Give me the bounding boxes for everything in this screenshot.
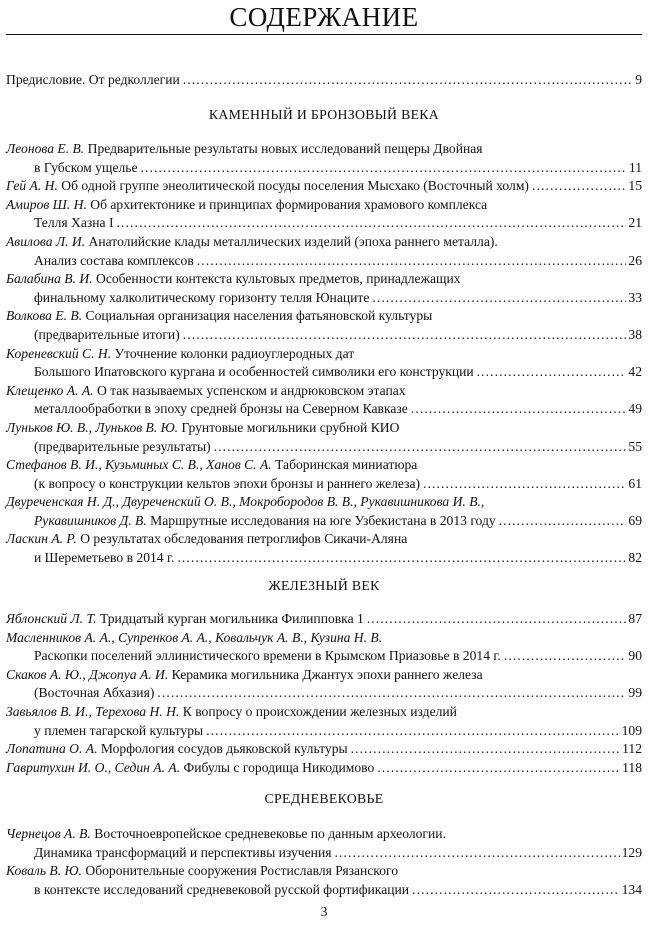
toc-entry-continuation[interactable]	[6, 400, 642, 419]
entry-authors: Клещенко А. А.	[6, 382, 94, 398]
entry-page: 87	[628, 611, 642, 626]
entry-page: 82	[628, 550, 642, 566]
entry-page: 42	[628, 364, 642, 380]
section-iron	[6, 610, 642, 777]
entry-authors: Стефанов В. И., Кузьминых С. В., Ханов С. А.	[6, 457, 272, 473]
toc-entry-continuation[interactable]	[6, 289, 642, 308]
toc-entry-continuation[interactable]	[6, 252, 642, 271]
toc-entry-continuation[interactable]	[6, 722, 642, 741]
toc-entry[interactable]	[6, 419, 642, 438]
section-medieval	[6, 825, 642, 899]
entry-title-continued: Анализ состава комплексов	[34, 252, 194, 268]
toc-entry[interactable]	[6, 629, 642, 648]
toc-entry-continuation[interactable]	[6, 647, 642, 666]
dot-leader	[183, 71, 633, 90]
entry-title: О результатах обследования петроглифов Сикачи-Аляна	[80, 531, 408, 547]
entry-page: 33	[628, 289, 642, 305]
page-number: 3	[320, 904, 328, 919]
entry-authors: Амиров Ш. Н.	[6, 196, 87, 212]
entry-title-continued: (к вопросу о конструкции кельтов эпохи бронзы и раннего железа)	[34, 475, 421, 491]
entry-title: Маршрутные исследования на юге Узбекистана в 2013 году	[150, 512, 496, 528]
entry-page: 61	[628, 475, 642, 491]
entry-title: О так называемых успенском и андрюковском этапах	[96, 382, 406, 398]
dot-leader	[157, 684, 626, 703]
dot-leader	[177, 549, 626, 568]
entry-page: 69	[628, 512, 642, 528]
entry-title: К вопросу о происхождении железных изделий	[182, 703, 457, 719]
entry-title-continued: Большого Ипатовского кургана и особенностей символики его конструкции	[34, 364, 474, 380]
section-heading-medieval: СРЕДНЕВЕКОВЬЕ	[264, 791, 384, 806]
toc-entry[interactable]	[6, 740, 642, 759]
entry-authors: Ласкин А. Р.	[6, 531, 77, 547]
entry-page: 118	[622, 759, 642, 775]
entry-page: 26	[628, 252, 642, 268]
entry-title-continued: в Губском ущелье	[34, 159, 138, 175]
toc-entry[interactable]	[6, 177, 642, 196]
dot-leader	[477, 363, 627, 382]
section-stone-bronze	[6, 140, 642, 568]
entry-title-continued: (предварительные итоги)	[34, 326, 180, 342]
toc-entry[interactable]	[6, 493, 642, 512]
entry-title: Фибулы с городища Никодимово	[183, 759, 375, 775]
entry-authors: Завьялов В. И., Терехова Н. Н.	[6, 703, 180, 719]
toc-entry[interactable]	[6, 825, 642, 844]
entry-title-continued: финальному халколитическому горизонту телля Юнаците	[34, 289, 370, 305]
entry-page: 38	[628, 326, 642, 342]
entry-title: Оборонительные сооружения Ростиславля Рязанского	[85, 863, 399, 879]
dot-leader	[206, 722, 619, 741]
preface-block	[6, 71, 642, 90]
entry-authors: Двуреченская Н. Д., Двуреченский О. В., Мокробородов В. В., Рукавишникова И. В.,	[6, 494, 485, 510]
entry-authors: Волкова Е. В.	[6, 308, 83, 324]
section-heading-stone-bronze: КАМЕННЫЙ И БРОНЗОВЫЙ ВЕКА	[208, 107, 440, 122]
entry-title-continued: (Восточная Абхазия)	[34, 685, 155, 701]
entry-title-continued: металлообработки в эпоху средней бронзы на Северном Кавказе	[34, 401, 408, 417]
entry-title: Керамика могильника Джантух эпохи раннего железа	[171, 666, 483, 682]
toc-entry[interactable]	[6, 270, 642, 289]
entry-title-continued: в контексте исследований средневековой русской фортификации	[34, 881, 410, 897]
entry-title: Анатолийские клады металлических изделий (эпоха раннего металла).	[88, 233, 498, 249]
toc-entry-continuation[interactable]	[6, 549, 642, 568]
toc-entry-continuation[interactable]	[6, 438, 642, 457]
entry-page: 129	[621, 844, 642, 860]
entry-authors: Авилова Л. И.	[6, 233, 86, 249]
entry-authors: Коваль В. Ю.	[6, 863, 82, 879]
dot-leader	[351, 740, 620, 759]
dot-leader	[117, 214, 627, 233]
entry-page: 15	[628, 178, 642, 194]
toc-entry[interactable]	[6, 530, 642, 549]
entry-page: 99	[628, 685, 642, 701]
entry-page: 49	[628, 401, 642, 417]
dot-leader	[532, 177, 626, 196]
entry-page: 134	[621, 881, 642, 897]
title-rule	[6, 34, 642, 35]
dot-leader	[334, 844, 619, 863]
toc-entry[interactable]	[6, 345, 642, 364]
entry-title: Об архитектонике и принципах формирования храмового комплекса	[90, 196, 488, 212]
toc-entry-continuation[interactable]	[6, 214, 642, 233]
dot-leader	[214, 438, 627, 457]
entry-page: 112	[622, 741, 642, 757]
toc-entry-continuation[interactable]	[6, 326, 642, 345]
toc-entry-preface[interactable]	[6, 71, 642, 90]
page-title: СОДЕРЖАНИЕ	[229, 2, 419, 32]
entry-title: Предварительные результаты новых исследований пещеры Двойная	[87, 141, 483, 156]
entry-title: Грунтовые могильники срубной КИО	[181, 419, 400, 435]
entry-title: Социальная организация населения фатьяновской культуры	[85, 308, 433, 324]
entry-authors: Леонова Е. В.	[6, 141, 85, 156]
toc-entry[interactable]	[6, 610, 642, 629]
entry-title-continued: и Шереметьево в 2014 г.	[34, 550, 175, 566]
entry-title: Об одной группе энеолитической посуды поселения Мысхако (Восточный холм)	[61, 178, 529, 194]
toc-entry-continuation[interactable]	[6, 363, 642, 382]
dot-leader	[197, 252, 627, 271]
toc-entry[interactable]	[6, 140, 642, 159]
entry-page: 109	[621, 722, 642, 738]
dot-leader	[423, 475, 626, 494]
entry-title-continued: Раскопки поселений эллинистического времени в Крымском Приазовье в 2014 г.	[34, 648, 501, 664]
dot-leader	[141, 159, 627, 178]
entry-title: Особенности контекста культовых предметов, принадлежащих	[96, 271, 461, 287]
toc-entry-continuation[interactable]	[6, 512, 642, 531]
toc-entry[interactable]	[6, 862, 642, 881]
toc-entry-continuation[interactable]	[6, 844, 642, 863]
entry-title: Морфология сосудов дьяковской культуры	[100, 741, 348, 757]
entry-title: Уточнение колонки радиоуглеродных дат	[114, 345, 355, 361]
toc-entry[interactable]	[6, 456, 642, 475]
entry-authors: Балабина В. И.	[6, 271, 93, 287]
dot-leader	[504, 647, 627, 666]
dot-leader	[377, 759, 620, 778]
section-heading-iron: ЖЕЛЕЗНЫЙ ВЕК	[268, 578, 380, 593]
entry-page: 11	[628, 159, 642, 175]
entry-page: 21	[628, 215, 642, 231]
entry-page: 9	[635, 72, 642, 87]
entry-title: Предисловие. От редколлегии	[6, 72, 180, 87]
dot-leader	[411, 400, 627, 419]
entry-authors: Чернецов А. В.	[6, 826, 91, 841]
entry-page: 55	[628, 438, 642, 454]
dot-leader	[499, 512, 627, 531]
entry-title-continued: (предварительные результаты)	[34, 438, 211, 454]
entry-authors: Кореневский С. Н.	[6, 345, 112, 361]
toc-entry[interactable]	[6, 307, 642, 326]
entry-authors: Гавритухин И. О., Седин А. А.	[6, 759, 181, 775]
dot-leader	[183, 326, 627, 345]
toc-entry-continuation[interactable]	[6, 684, 642, 703]
entry-authors: Гей А. Н.	[6, 178, 58, 194]
entry-title-continued: Динамика трансформаций и перспективы изучения	[34, 844, 332, 860]
dot-leader	[372, 289, 626, 308]
entry-authors: Скаков А. Ю., Джопуа А. И.	[6, 666, 169, 682]
toc-entry[interactable]	[6, 759, 642, 778]
toc-entry-continuation[interactable]	[6, 475, 642, 494]
toc-entry-continuation[interactable]	[6, 159, 642, 178]
entry-title-continued: у племен тагарской культуры	[34, 722, 204, 738]
toc-entry[interactable]	[6, 703, 642, 722]
entry-authors: Лопатина О. А.	[6, 741, 98, 757]
toc-entry-continuation[interactable]	[6, 881, 642, 900]
entry-authors: Масленников А. А., Супренков А. А., Ковальчук А. В., Кузина Н. В.	[6, 629, 383, 645]
dot-leader	[412, 881, 620, 900]
entry-authors: Луньков Ю. В., Луньков В. Ю.	[6, 419, 179, 435]
entry-title: Восточноевропейское средневековье по данным археологии.	[94, 826, 446, 841]
toc-entry[interactable]	[6, 196, 642, 215]
toc-entry[interactable]	[6, 666, 642, 685]
entry-authors: Яблонский Л. Т.	[6, 611, 97, 626]
dot-leader	[367, 610, 627, 629]
toc-entry[interactable]	[6, 382, 642, 401]
entry-title: Тридцатый курган могильника Филипповка 1	[99, 611, 364, 626]
entry-authors-continued: Рукавишников Д. В.	[34, 512, 147, 528]
entry-page: 90	[628, 648, 642, 664]
entry-title: Таборинская миниатюра	[275, 457, 418, 473]
entry-title-continued: Телля Хазна I	[34, 215, 114, 231]
toc-entry[interactable]	[6, 233, 642, 252]
